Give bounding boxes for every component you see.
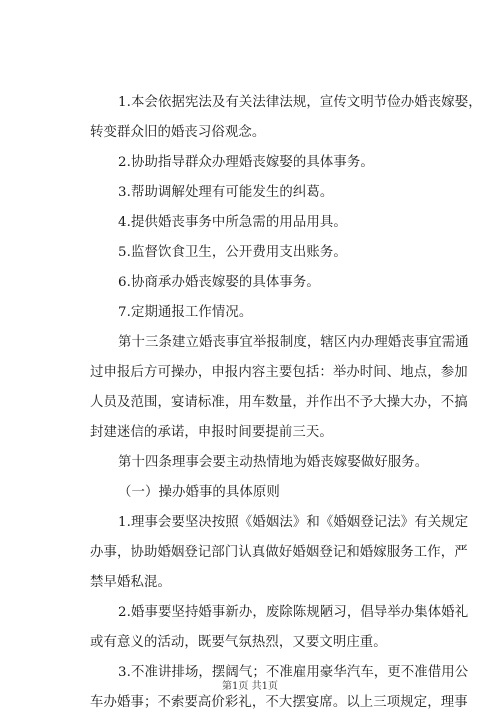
text-line: 1.本会依据宪法及有关法律法规，宣传文明节俭办婚丧嫁娶，: [118, 95, 482, 110]
text-line: 或有意义的活动，既要气氛热烈，又要文明庄重。: [90, 635, 387, 650]
text-line: 车办婚事；不索要高价彩礼，不大摆宴席。以上三项规定，理事: [90, 695, 468, 710]
text-line: 人员及范围，宴请标准，用车数量，并作出不予大操大办，不搞: [90, 395, 468, 410]
text-line: 禁早婚私混。: [90, 575, 171, 590]
text-line: 1.理事会要坚决按照《婚姻法》和《婚姻登记法》有关规定: [118, 515, 469, 530]
text-line: 3.不准讲排场，摆阔气；不准雇用豪华汽车，更不准借用公: [118, 665, 469, 680]
text-line: 2.婚事要坚持婚事新办，废除陈规陋习，倡导举办集体婚礼: [118, 605, 469, 620]
document-text: [90, 88, 482, 718]
text-line: 转变群众旧的婚丧习俗观念。: [90, 125, 266, 140]
text-line: 4.提供婚丧事务中所急需的用品用具。: [118, 215, 347, 230]
text-line: 第十四条理事会要主动热情地为婚丧嫁娶做好服务。: [118, 455, 429, 470]
text-line: 7.定期通报工作情况。: [118, 305, 253, 320]
text-line: （一）操办婚事的具体原则: [118, 485, 280, 500]
text-line: 5.监督饮食卫生，公开费用支出账务。: [118, 245, 347, 260]
document-body: [90, 88, 482, 718]
text-line: 第十三条建立婚丧事宜举报制度，辖区内办理婚丧事宜需通: [118, 335, 469, 350]
text-line: 办事，协助婚姻登记部门认真做好婚姻登记和婚嫁服务工作，严: [90, 545, 468, 560]
text-line: 2.协助指导群众办理婚丧嫁娶的具体事务。: [118, 155, 374, 170]
text-line: 封建迷信的承诺，申报时间要提前三天。: [90, 425, 333, 440]
text-line: 6.协商承办婚丧嫁娶的具体事务。: [118, 275, 320, 290]
page-footer: [0, 681, 500, 693]
text-line: 过申报后方可操办，申报内容主要包括：举办时间、地点，参加: [90, 365, 468, 380]
text-line: 3.帮助调解处理有可能发生的纠葛。: [118, 185, 334, 200]
page-number-label: 第1页 共1页: [222, 681, 278, 692]
